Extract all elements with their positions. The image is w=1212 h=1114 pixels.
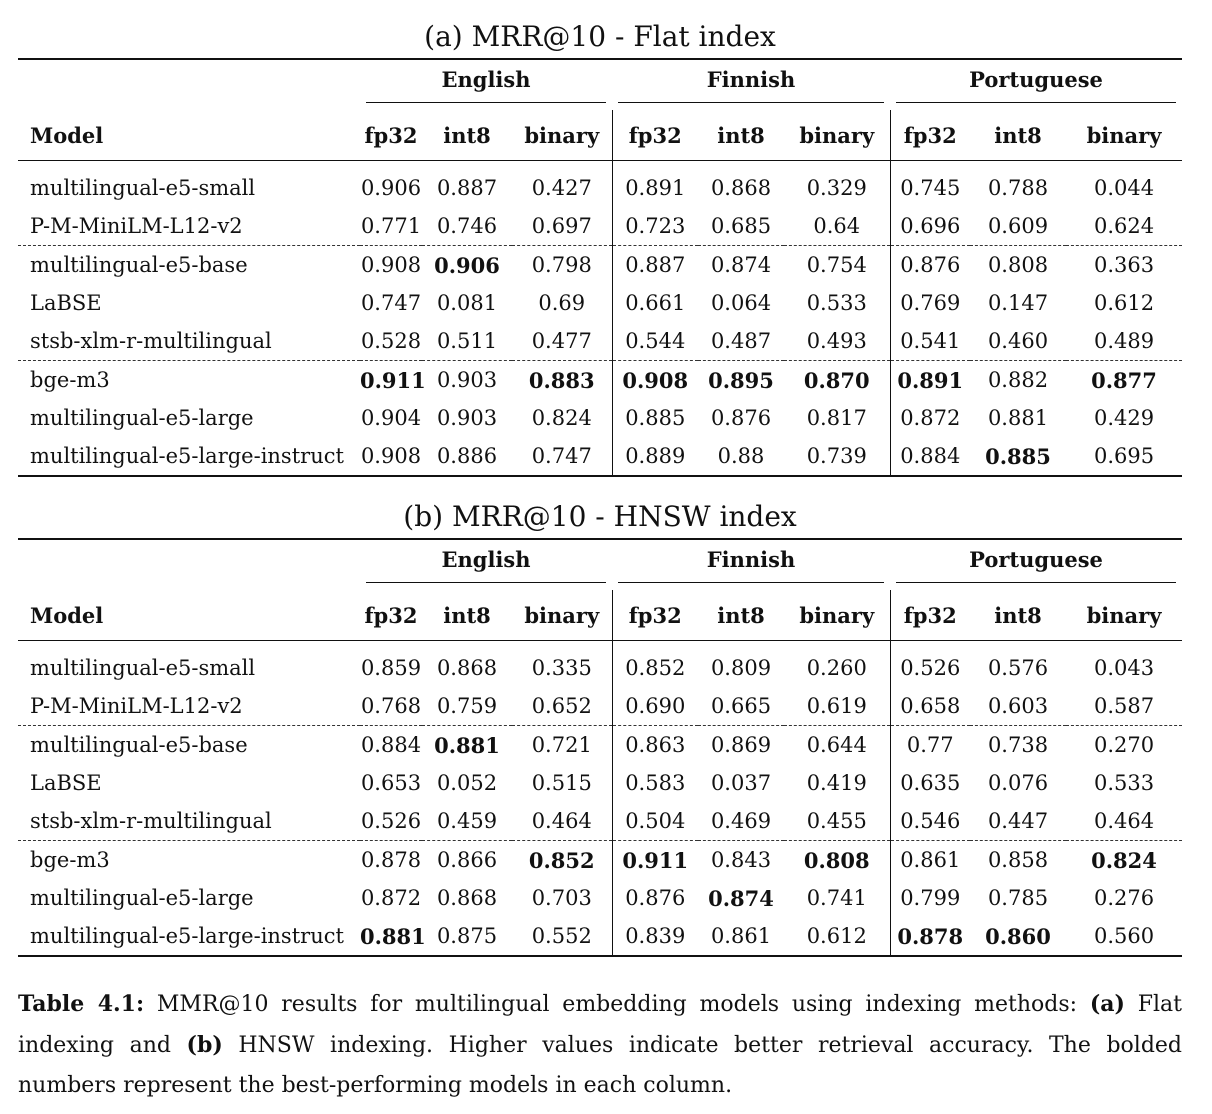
score-cell: 0.741 <box>806 886 867 910</box>
spacer-cell <box>784 161 890 170</box>
score-cell: 0.885 <box>612 399 698 437</box>
score-cell: 0.876 <box>612 879 698 917</box>
score-cell: 0.904 <box>360 406 422 430</box>
model-name: P-M-MiniLM-L12-v2 <box>18 687 360 726</box>
score-cell: 0.685 <box>698 207 784 246</box>
spacer-cell <box>970 641 1066 650</box>
score-cell: 0.868 <box>436 886 498 910</box>
score-cell: 0.859 <box>360 656 422 680</box>
score-cell: 0.044 <box>1093 176 1155 200</box>
score-cell: 0.878 <box>890 917 970 956</box>
score-cell: 0.874 <box>708 885 774 911</box>
score-cell: 0.895 <box>708 367 774 393</box>
score-cell: 0.526 <box>890 649 970 687</box>
score-cell: 0.081 <box>436 291 498 315</box>
group-header <box>360 539 612 590</box>
score-cell: 0.738 <box>987 733 1049 757</box>
score-cell: 0.469 <box>698 802 784 841</box>
model-name: LaBSE <box>30 771 102 795</box>
score-cell: 0.747 <box>360 291 422 315</box>
score-cell: 0.884 <box>890 437 970 476</box>
score-cell: 0.877 <box>1091 367 1157 393</box>
spacer-cell <box>698 161 784 170</box>
score-cell: 0.544 <box>612 322 698 361</box>
score-cell: 0.533 <box>806 291 867 315</box>
table-row <box>18 879 1182 917</box>
score-cell: 0.464 <box>512 802 612 841</box>
score-cell: 0.635 <box>890 764 970 802</box>
column-header: binary <box>784 590 890 641</box>
results-table <box>18 58 1182 477</box>
score-cell: 0.695 <box>1093 444 1155 468</box>
score-cell: 0.908 <box>612 361 698 400</box>
model-name: multilingual-e5-large-instruct <box>30 924 344 948</box>
score-cell: 0.843 <box>710 848 772 872</box>
score-cell: 0.785 <box>987 886 1049 910</box>
score-cell: 0.260 <box>806 656 867 680</box>
group-header <box>612 59 890 110</box>
score-cell: 0.759 <box>422 687 512 726</box>
group-header-label: Portuguese <box>896 68 1176 103</box>
results-table <box>18 538 1182 957</box>
score-cell: 0.769 <box>890 284 970 322</box>
group-header-label: English <box>366 548 606 583</box>
caption-text: HNSW indexing. Higher values indicate better retrieval accuracy. The bolded numbers represent the best-performing models in each column. <box>18 1033 1183 1098</box>
score-cell: 0.906 <box>434 252 500 278</box>
score-cell: 0.276 <box>1093 886 1155 910</box>
score-cell: 0.076 <box>987 771 1049 795</box>
score-cell: 0.665 <box>698 687 784 726</box>
score-cell: 0.891 <box>890 361 970 400</box>
model-name: bge-m3 <box>30 368 110 392</box>
score-cell: 0.583 <box>612 764 698 802</box>
group-header <box>360 59 612 110</box>
group-header-label: Portuguese <box>896 548 1176 583</box>
score-cell: 0.869 <box>710 733 772 757</box>
score-cell: 0.872 <box>890 399 970 437</box>
score-cell: 0.526 <box>360 802 422 841</box>
score-cell: 0.546 <box>890 802 970 841</box>
score-cell: 0.754 <box>806 253 867 277</box>
caption-text: MMR@10 results for multilingual embedding models using indexing methods: <box>144 992 1090 1017</box>
column-header: fp32 <box>360 110 422 161</box>
score-cell: 0.587 <box>1066 687 1182 726</box>
model-name: P-M-MiniLM-L12-v2 <box>18 207 360 246</box>
column-header: binary <box>1066 110 1182 161</box>
score-cell: 0.541 <box>890 322 970 361</box>
score-cell: 0.874 <box>710 253 772 277</box>
score-cell: 0.690 <box>612 687 698 726</box>
group-header-label: Finnish <box>618 68 884 103</box>
score-cell: 0.891 <box>612 169 698 207</box>
column-header: int8 <box>970 590 1066 641</box>
score-cell: 0.489 <box>1066 322 1182 361</box>
score-cell: 0.746 <box>422 207 512 246</box>
score-cell: 0.745 <box>890 169 970 207</box>
score-cell: 0.852 <box>612 649 698 687</box>
column-header: fp32 <box>890 110 970 161</box>
score-cell: 0.887 <box>436 176 498 200</box>
table-row <box>18 169 1182 207</box>
panel-title: (a) MRR@10 - Flat index <box>424 20 776 53</box>
score-cell: 0.419 <box>806 771 867 795</box>
table-row <box>18 687 1182 726</box>
score-cell: 0.329 <box>806 176 867 200</box>
table-row <box>18 802 1182 841</box>
group-header <box>890 539 1182 590</box>
score-cell: 0.861 <box>710 924 772 948</box>
score-cell: 0.429 <box>1093 406 1155 430</box>
spacer-cell <box>512 641 612 650</box>
score-cell: 0.043 <box>1093 656 1155 680</box>
score-cell: 0.363 <box>1093 253 1155 277</box>
score-cell: 0.464 <box>1066 802 1182 841</box>
score-cell: 0.560 <box>1093 924 1155 948</box>
score-cell: 0.908 <box>360 444 422 468</box>
score-cell: 0.868 <box>710 176 772 200</box>
spacer-cell <box>1066 161 1182 170</box>
score-cell: 0.612 <box>806 924 867 948</box>
score-cell: 0.881 <box>434 732 500 758</box>
group-header <box>890 59 1182 110</box>
spacer-cell <box>890 161 970 170</box>
score-cell: 0.903 <box>436 406 498 430</box>
score-cell: 0.903 <box>436 368 498 392</box>
score-cell: 0.270 <box>1093 733 1155 757</box>
model-name: bge-m3 <box>30 848 110 872</box>
column-header-model: Model <box>18 110 360 161</box>
score-cell: 0.809 <box>710 656 772 680</box>
table-row <box>18 284 1182 322</box>
score-cell: 0.863 <box>612 726 698 765</box>
score-cell: 0.644 <box>806 733 867 757</box>
spacer-cell <box>18 641 360 650</box>
score-cell: 0.493 <box>784 322 890 361</box>
score-cell: 0.515 <box>531 771 592 795</box>
column-header: binary <box>512 590 612 641</box>
score-cell: 0.504 <box>612 802 698 841</box>
score-cell: 0.455 <box>784 802 890 841</box>
score-cell: 0.868 <box>436 656 498 680</box>
spacer-cell <box>612 641 698 650</box>
score-cell: 0.697 <box>512 207 612 246</box>
score-cell: 0.064 <box>710 291 772 315</box>
model-name: stsb-xlm-r-multilingual <box>18 802 360 841</box>
score-cell: 0.808 <box>803 847 870 873</box>
score-cell: 0.906 <box>360 176 422 200</box>
score-cell: 0.624 <box>1066 207 1182 246</box>
table-row <box>18 437 1182 476</box>
score-cell: 0.788 <box>987 176 1049 200</box>
group-header-label: Finnish <box>618 548 884 583</box>
score-cell: 0.886 <box>436 444 498 468</box>
score-cell: 0.88 <box>717 444 765 468</box>
score-cell: 0.876 <box>710 406 772 430</box>
model-name: multilingual-e5-large <box>30 406 254 430</box>
score-cell: 0.876 <box>890 246 970 285</box>
score-cell: 0.696 <box>890 207 970 246</box>
score-cell: 0.861 <box>890 841 970 880</box>
score-cell: 0.477 <box>512 322 612 361</box>
score-cell: 0.881 <box>987 406 1049 430</box>
score-cell: 0.528 <box>360 322 422 361</box>
score-cell: 0.872 <box>360 886 422 910</box>
model-name: multilingual-e5-base <box>30 253 248 277</box>
column-header: binary <box>512 110 612 161</box>
score-cell: 0.619 <box>784 687 890 726</box>
score-cell: 0.839 <box>612 917 698 956</box>
score-cell: 0.147 <box>987 291 1049 315</box>
model-name: multilingual-e5-base <box>30 733 248 757</box>
group-header-label: English <box>366 68 606 103</box>
spacer-cell <box>890 641 970 650</box>
table-row <box>18 841 1182 880</box>
spacer-cell <box>422 641 512 650</box>
score-cell: 0.878 <box>360 848 422 872</box>
column-header: fp32 <box>612 110 698 161</box>
model-name: LaBSE <box>30 291 102 315</box>
table-row <box>18 917 1182 956</box>
score-cell: 0.652 <box>512 687 612 726</box>
panel-title: (b) MRR@10 - HNSW index <box>403 500 797 533</box>
model-name: multilingual-e5-large <box>30 886 254 910</box>
score-cell: 0.460 <box>970 322 1066 361</box>
column-header: binary <box>1066 590 1182 641</box>
score-cell: 0.885 <box>985 443 1051 469</box>
group-header <box>612 539 890 590</box>
score-cell: 0.911 <box>360 367 426 393</box>
score-cell: 0.447 <box>970 802 1066 841</box>
score-cell: 0.576 <box>987 656 1049 680</box>
score-cell: 0.661 <box>612 284 698 322</box>
column-header: fp32 <box>360 590 422 641</box>
score-cell: 0.911 <box>612 841 698 880</box>
score-cell: 0.603 <box>970 687 1066 726</box>
score-cell: 0.884 <box>360 733 422 757</box>
score-cell: 0.653 <box>360 771 422 795</box>
column-header: binary <box>784 110 890 161</box>
score-cell: 0.335 <box>531 656 592 680</box>
score-cell: 0.852 <box>528 847 595 873</box>
score-cell: 0.881 <box>360 923 426 949</box>
spacer-cell <box>1066 641 1182 650</box>
score-cell: 0.817 <box>806 406 867 430</box>
score-cell: 0.808 <box>987 253 1049 277</box>
table-row <box>18 726 1182 765</box>
score-cell: 0.77 <box>890 726 970 765</box>
score-cell: 0.887 <box>612 246 698 285</box>
column-header-row <box>18 110 1182 161</box>
score-cell: 0.875 <box>436 924 498 948</box>
spacer-cell <box>698 641 784 650</box>
score-cell: 0.866 <box>436 848 498 872</box>
score-cell: 0.870 <box>803 367 870 393</box>
score-cell: 0.427 <box>531 176 592 200</box>
table-row <box>18 361 1182 400</box>
column-header-model: Model <box>18 590 360 641</box>
score-cell: 0.612 <box>1093 291 1155 315</box>
column-header: fp32 <box>612 590 698 641</box>
caption-label: Table 4.1: <box>18 991 145 1017</box>
group-header-row <box>18 59 1182 110</box>
score-cell: 0.771 <box>360 207 422 246</box>
score-cell: 0.721 <box>531 733 592 757</box>
model-name: multilingual-e5-small <box>30 176 256 200</box>
score-cell: 0.824 <box>531 406 592 430</box>
caption-text: Flat indexing and <box>18 992 1182 1058</box>
spacer-cell <box>970 161 1066 170</box>
score-cell: 0.703 <box>531 886 592 910</box>
column-header-row <box>18 590 1182 641</box>
score-cell: 0.052 <box>436 771 498 795</box>
column-header: int8 <box>698 590 784 641</box>
spacer-row <box>18 161 1182 170</box>
table-row <box>18 207 1182 246</box>
table-row <box>18 246 1182 285</box>
score-cell: 0.723 <box>612 207 698 246</box>
column-header: int8 <box>698 110 784 161</box>
score-cell: 0.487 <box>698 322 784 361</box>
spacer-cell <box>360 641 422 650</box>
score-cell: 0.533 <box>1093 771 1155 795</box>
spacer-row <box>18 641 1182 650</box>
caption-tag-b: (b) <box>186 1032 223 1058</box>
column-header: fp32 <box>890 590 970 641</box>
column-header: int8 <box>422 590 512 641</box>
score-cell: 0.908 <box>360 253 422 277</box>
score-cell: 0.64 <box>784 207 890 246</box>
column-header: int8 <box>970 110 1066 161</box>
score-cell: 0.798 <box>531 253 592 277</box>
score-cell: 0.69 <box>538 291 586 315</box>
table-row <box>18 649 1182 687</box>
score-cell: 0.037 <box>710 771 772 795</box>
score-cell: 0.889 <box>612 437 698 476</box>
table-row <box>18 399 1182 437</box>
score-cell: 0.747 <box>531 444 592 468</box>
table-caption <box>18 984 1182 1106</box>
spacer-cell <box>422 161 512 170</box>
table-row <box>18 764 1182 802</box>
table-row <box>18 322 1182 361</box>
score-cell: 0.883 <box>528 367 595 393</box>
score-cell: 0.860 <box>985 923 1051 949</box>
score-cell: 0.799 <box>890 879 970 917</box>
column-header: int8 <box>422 110 512 161</box>
score-cell: 0.459 <box>422 802 512 841</box>
score-cell: 0.552 <box>531 924 592 948</box>
score-cell: 0.739 <box>806 444 867 468</box>
group-header-empty <box>18 59 360 110</box>
score-cell: 0.824 <box>1091 847 1157 873</box>
score-cell: 0.768 <box>360 687 422 726</box>
spacer-cell <box>18 161 360 170</box>
score-cell: 0.858 <box>987 848 1049 872</box>
score-cell: 0.882 <box>987 368 1049 392</box>
group-header-empty <box>18 539 360 590</box>
spacer-cell <box>784 641 890 650</box>
caption-tag-a: (a) <box>1089 991 1125 1017</box>
spacer-cell <box>512 161 612 170</box>
model-name: multilingual-e5-small <box>30 656 256 680</box>
group-header-row <box>18 539 1182 590</box>
score-cell: 0.511 <box>422 322 512 361</box>
spacer-cell <box>360 161 422 170</box>
score-cell: 0.658 <box>890 687 970 726</box>
score-cell: 0.609 <box>970 207 1066 246</box>
model-name: stsb-xlm-r-multilingual <box>18 322 360 361</box>
spacer-cell <box>612 161 698 170</box>
model-name: multilingual-e5-large-instruct <box>30 444 344 468</box>
